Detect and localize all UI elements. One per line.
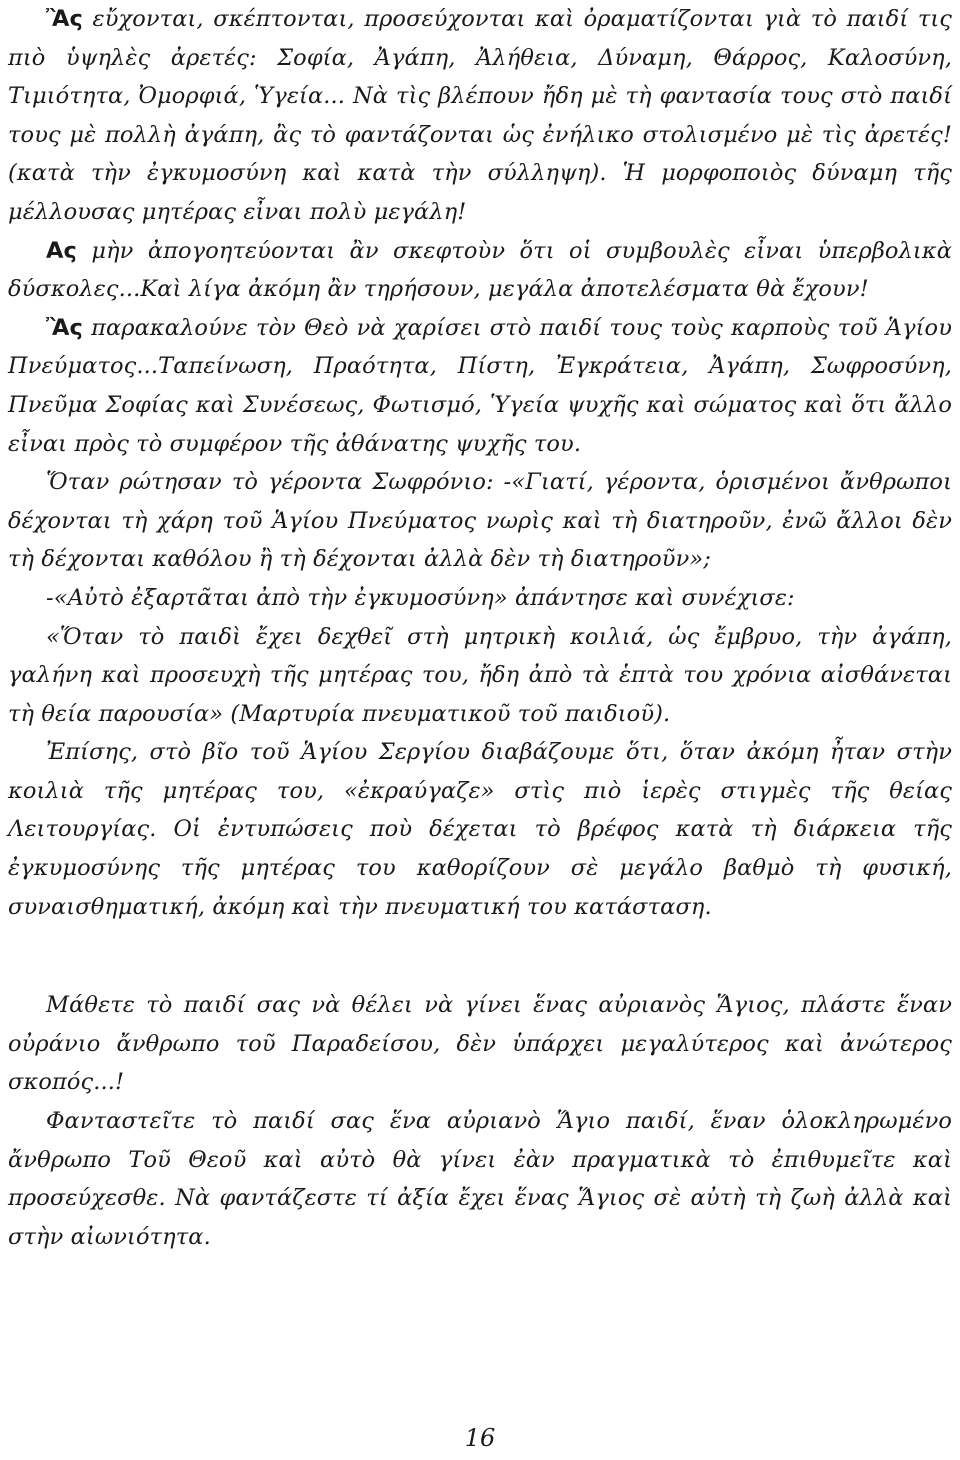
paragraph-8 [8, 986, 952, 1102]
paragraph-1-lead: Ἂς [46, 6, 83, 32]
paragraph-8-text: Μάθετε τὸ παιδί σας νὰ θέλει νὰ γίνει ἕνας αὐριανὸς Ἅγιος, πλάστε ἕναν οὐράνιο ἄνθρωπο τοῦ Παραδείσου, δὲν ὑπάρχει μεγαλύτερος καὶ ἀνώτερος σκοπός...! [8, 992, 952, 1096]
paragraph-3-text: παρακαλούνε τὸν Θεὸ νὰ χαρίσει στὸ παιδί τους τοὺς καρποὺς τοῦ Ἁγίου Πνεύματος...Ταπείνωση, Πραότητα, Πίστη, Ἐγκράτεια, Ἀγάπη, Σωφροσύνη, Πνεῦμα Σοφίας καὶ Συνέσεως, Φωτισμό, Ὑγεία ψυχῆς καὶ σώματος καὶ ὅτι ἄλλο εἶναι πρὸς τὸ συμφέρον τῆς ἀθάνατης ψυχῆς του. [8, 314, 952, 457]
document-page [8, 0, 952, 1256]
paragraph-3 [8, 309, 952, 463]
paragraph-5 [8, 579, 952, 618]
paragraph-5-text: -«Αὐτὸ ἐξαρτᾶται ἀπὸ τὴν ἐγκυμοσύνη» ἀπάντησε καὶ συνέχισε: [46, 584, 795, 611]
paragraph-9-text: Φανταστεῖτε τὸ παιδί σας ἕνα αὐριανὸ Ἅγιο παιδί, ἕναν ὁλοκληρωμένο ἄνθρωπο Τοῦ Θεοῦ καὶ αὐτὸ θὰ γίνει ἐὰν πραγματικὰ τὸ ἐπιθυμεῖτε καὶ προσεύχεσθε. Νὰ φαντάζεστε τί ἀξία ἔχει ἕνας Ἅγιος σὲ αὐτὴ τὴ ζωὴ ἀλλὰ καὶ στὴν αἰωνιότητα. [8, 1108, 952, 1250]
paragraph-1-text: εὔχονται, σκέπτονται, προσεύχονται καὶ ὀραματίζονται γιὰ τὸ παιδί τις πιὸ ὑψηλὲς ἀρετές: Σοφία, Ἀγάπη, Ἀλήθεια, Δύναμη, Θάρρος, Καλοσύνη, Τιμιότητα, Ὀμορφιά, Ὑγεία... Νὰ τὶς βλέπουν ἤδη μὲ τὴ φαντασία τους στὸ παιδί τους μὲ πολλὴ ἀγάπη, ἂς τὸ φαντάζονται ὡς ἐνήλικο στολισμένο μὲ τὶς ἀρετές! (κατὰ τὴν ἐγκυμοσύνη καὶ κατὰ τὴν σύλληψη). Ἡ μορφοποιὸς δύναμη τῆς μέλλουσας μητέρας εἶναι πολὺ μεγάλη! [8, 6, 952, 225]
paragraph-6 [8, 618, 952, 734]
paragraph-9 [8, 1102, 952, 1256]
paragraph-2-lead: Ας [46, 237, 77, 264]
paragraph-6-text: «Ὅταν τὸ παιδὶ ἔχει δεχθεῖ στὴ μητρικὴ κοιλιά, ὡς ἔμβρυο, τὴν ἀγάπη, γαλήνη καὶ προσευχὴ τῆς μητέρας του, ἤδη ἀπὸ τὰ ἑπτὰ του χρόνια αἰσθάνεται τὴ θεία παρουσία» (Μαρτυρία πνευματικοῦ τοῦ παιδιοῦ). [8, 623, 952, 727]
paragraph-1 [8, 0, 952, 232]
paragraph-spacer [8, 926, 952, 986]
paragraph-3-lead: Ἂς [46, 314, 83, 341]
page-number: 16 [464, 1424, 496, 1452]
paragraph-2 [8, 232, 952, 309]
paragraph-4 [8, 463, 952, 579]
paragraph-7-text: Ἐπίσης, στὸ βῖο τοῦ Ἁγίου Σεργίου διαβάζουμε ὅτι, ὅταν ἀκόμη ἦταν στὴν κοιλιὰ τῆς μητέρας του, «ἐκραύγαζε» στὶς πιὸ ἱερὲς στιγμὲς τῆς θείας Λειτουργίας. Οἱ ἐντυπώσεις ποὺ δέχεται τὸ βρέφος κατὰ τὴ διάρκεια τῆς ἐγκυμοσύνης τῆς μητέρας του καθορίζουν σὲ μεγάλο βαθμὸ τὴ φυσική, συναισθηματική, ἀκόμη καὶ τὴν πνευματική του κατάσταση. [8, 739, 952, 920]
paragraph-4-text: Ὅταν ρώτησαν τὸ γέροντα Σωφρόνιο: -«Γιατί, γέροντα, ὁρισμένοι ἄνθρωποι δέχονται τὴ χάρη τοῦ Ἁγίου Πνεύματος νωρὶς καὶ τὴ διατηροῦν, ἐνῶ ἄλλοι δὲν τὴ δέχονται καθόλου ἢ τὴ δέχονται ἀλλὰ δὲν τὴ διατηροῦν»; [8, 469, 952, 573]
paragraph-2-text: μὴν ἀπογοητεύονται ἂν σκεφτοὺν ὅτι οἱ συμβουλὲς εἶναι ὑπερβολικὰ δύσκολες...Καὶ λίγα ἀκόμη ἂν τηρήσουν, μεγάλα ἀποτελέσματα θὰ ἔχουν! [8, 237, 952, 303]
paragraph-7 [8, 733, 952, 926]
